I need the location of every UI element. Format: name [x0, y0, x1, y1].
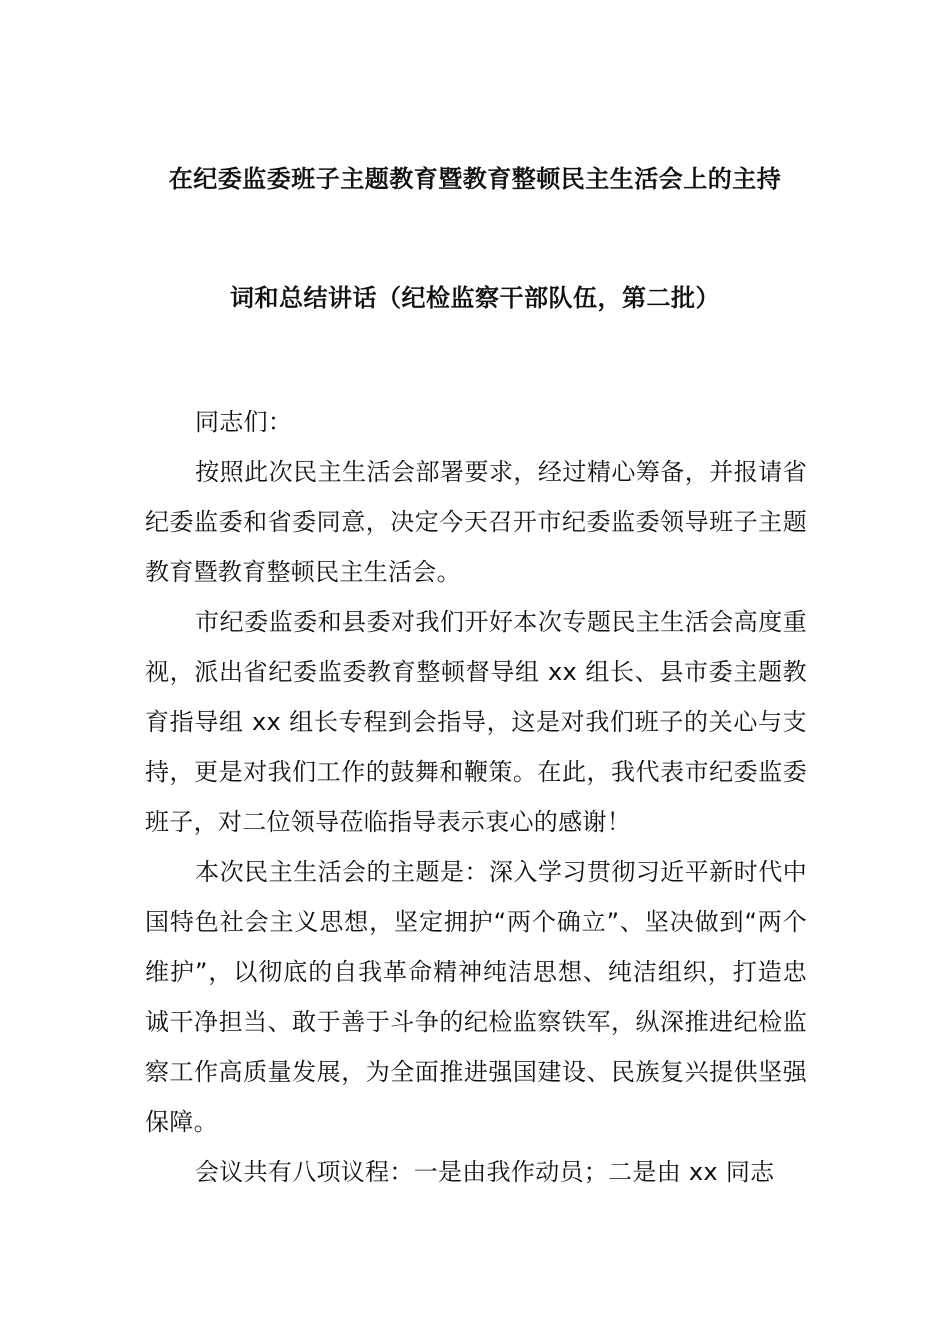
paragraph-text: 本次民主生活会的主题是：深入学习贯彻习近平新时代中国特色社会主义思想，坚定拥护“两个确立”、坚决做到“两个维护”，以彻底的自我革命精神纯洁思想、纯洁组织，打造忠诚干净担当、敢于善于斗争的纪检监察铁军，纵深推进纪检监察工作高质量发展，为全面推进强国建设、民族复兴提供坚强保障。	[145, 858, 807, 1136]
salutation: 同志们：	[195, 408, 293, 436]
paragraph-3	[145, 847, 807, 1147]
paragraph-text: 会议共有八项议程：一是由我作动员；二是由 xx 同志	[195, 1158, 775, 1186]
paragraph-text: 市纪委监委和县委对我们开好本次专题民主生活会高度重视，派出省纪委监委教育整顿督导组 xx 组长、县市委主题教育指导组 xx 组长专程到会指导，这是对我们班子的关心与支持，更是对我们工作的鼓舞和鞭策。在此，我代表市纪委监委班子，对二位领导莅临指导表示衷心的感谢！	[145, 608, 807, 836]
paragraph-1	[145, 447, 807, 597]
paragraph-2	[145, 597, 807, 847]
document-title-line-1: 在纪委监委班子主题教育暨教育整顿民主生活会上的主持	[168, 165, 782, 193]
paragraph-4	[145, 1147, 807, 1197]
paragraph-text: 按照此次民主生活会部署要求，经过精心筹备，并报请省纪委监委和省委同意，决定今天召开市纪委监委领导班子主题教育暨教育整顿民主生活会。	[145, 458, 807, 586]
document-title-line-2: 词和总结讲话（纪检监察干部队伍，第二批）	[230, 284, 720, 312]
